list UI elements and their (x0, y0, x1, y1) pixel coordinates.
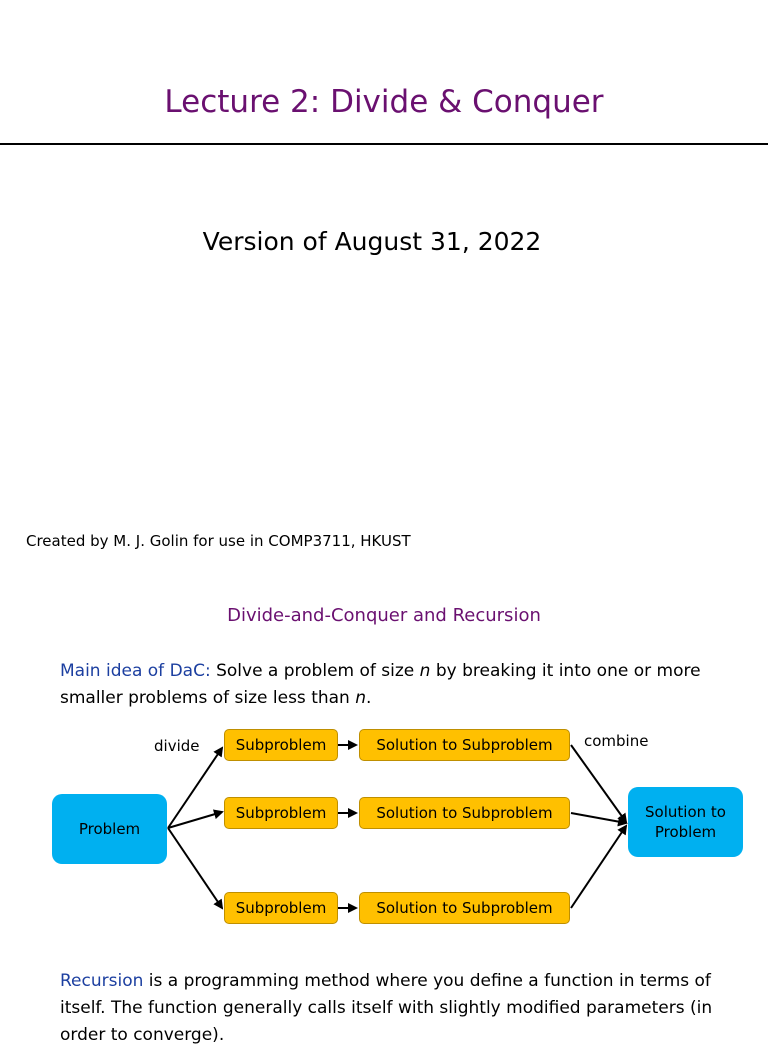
subproblem-label: Subproblem (235, 736, 327, 754)
combine-arrow-top (571, 745, 626, 822)
recursion-text: is a programming method where you define a function in terms of itself. The function generally calls itself with slightly modified parameters (in order to converge). (60, 971, 713, 1045)
subproblem-box-top (224, 729, 338, 761)
slide-title: Divide-and-Conquer and Recursion (227, 605, 541, 626)
problem-box (52, 794, 167, 864)
subproblem-box-bottom (224, 892, 338, 924)
solution-sub-label: Solution to Subproblem (376, 736, 553, 754)
main-idea-n2: n (355, 688, 367, 708)
main-idea-text-1: Solve a problem of size (210, 661, 420, 681)
divide-arrow-bottom (168, 828, 222, 908)
solution-problem-label: Solution to Problem (645, 803, 726, 841)
problem-label: Problem (78, 820, 141, 838)
version-text: Version of August 31, 2022 (202, 227, 542, 256)
solution-sub-label: Solution to Subproblem (376, 804, 553, 822)
divide-label: divide (154, 737, 200, 755)
solution-sub-box-top (359, 729, 570, 761)
main-idea-text-3: . (366, 688, 372, 708)
subproblem-label: Subproblem (235, 899, 327, 917)
solution-sub-label: Solution to Subproblem (376, 899, 553, 917)
main-idea-text-2: by breaking it into one or more smaller problems of size less than (60, 661, 701, 708)
combine-arrow-middle (571, 813, 626, 823)
combine-arrow-bottom (571, 826, 626, 908)
subproblem-label: Subproblem (235, 804, 327, 822)
solution-problem-box (628, 787, 743, 857)
credit-text: Created by M. J. Golin for use in COMP3711, HKUST (26, 532, 411, 550)
main-idea-n1: n (419, 661, 431, 681)
combine-label: combine (584, 732, 649, 750)
subproblem-box-middle (224, 797, 338, 829)
divide-arrow-top (168, 748, 222, 828)
solution-sub-box-bottom (359, 892, 570, 924)
page-title: Lecture 2: Divide & Conquer (164, 84, 604, 120)
recursion-paragraph (60, 968, 750, 1049)
main-idea-lead: Main idea of DaC: (60, 661, 211, 681)
recursion-lead: Recursion (60, 971, 144, 991)
solution-sub-box-middle (359, 797, 570, 829)
